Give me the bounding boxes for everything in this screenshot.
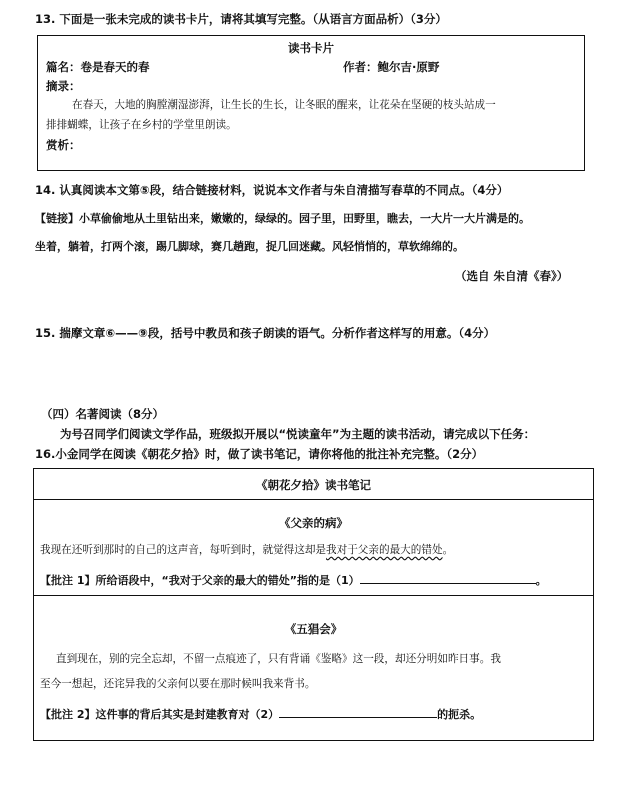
card-piece-label: 篇名：卷是春天的春 bbox=[46, 60, 150, 74]
q14-prompt: 14. 认真阅读本文第⑤段，结合链接材料，说说本文作者与朱自清描写春草的不同点。（4分） bbox=[35, 183, 509, 197]
card-excerpt-line2: 排排蝴蝶，让孩子在乡村的学堂里朗读。 bbox=[46, 119, 237, 131]
part1-note-suffix: 。 bbox=[535, 574, 547, 587]
reading-card-title: 读书卡片 bbox=[288, 41, 334, 55]
reading-notes-box bbox=[33, 468, 594, 741]
section4-intro: 为号召同学们阅读文学作品，班级拟开展以“悦读童年”为主题的读书活动，请完成以下任务： bbox=[60, 427, 536, 441]
part1-note bbox=[40, 572, 547, 588]
card-excerpt-line1: 在春天，大地的胸膛潮湿澎湃，让生长的生长，让冬眠的醒来，让花朵在坚硬的枝头站成一 bbox=[72, 99, 496, 111]
card-excerpt-label: 摘录： bbox=[46, 79, 81, 93]
notes-header: 《朝花夕拾》读书笔记 bbox=[256, 478, 371, 492]
part2-text-line1: 直到现在，别的完全忘却，不留一点痕迹了，只有背诵《鉴略》这一段，却还分明如昨日事。我 bbox=[56, 653, 501, 665]
q14-link-line2: 坐着，躺着，打两个滚，踢几脚球，赛几趟跑，捉几回迷藏。风轻悄悄的，草软绵绵的。 bbox=[35, 240, 464, 253]
part1-text-after: 。 bbox=[442, 544, 454, 556]
q13-prompt: 13. 下面是一张未完成的读书卡片，请将其填写完整。（从语言方面品析）（3分） bbox=[35, 12, 447, 26]
q16-prompt: 16.小金同学在阅读《朝花夕拾》时，做了读书笔记，请你将他的批注补充完整。（2分） bbox=[35, 447, 484, 461]
part2-note-suffix: 的扼杀。 bbox=[437, 708, 482, 721]
notes-header-divider bbox=[34, 499, 593, 500]
q14-link-line1: 【链接】小草偷偷地从土里钻出来，嫩嫩的，绿绿的。园子里，田野里，瞧去，一大片一大片满是的。 bbox=[35, 212, 530, 225]
part1-title: 《父亲的病》 bbox=[279, 516, 348, 530]
part1-text-before: 我现在还听到那时的自己的这声音，每听到时，就觉得这却是 bbox=[40, 544, 327, 556]
card-analysis-label: 赏析： bbox=[46, 138, 81, 152]
notes-middle-divider bbox=[34, 595, 593, 596]
part1-text bbox=[40, 542, 453, 557]
part1-text-underlined: 我对于父亲的最大的错处 bbox=[326, 544, 443, 556]
q15-prompt: 15. 揣摩文章⑥——⑨段，括号中教员和孩子朗读的语气。分析作者这样写的用意。（4分） bbox=[35, 326, 496, 340]
q14-source: （选自 朱自清《春》） bbox=[455, 269, 569, 283]
part2-note-prefix: 【批注 2】这件事的背后其实是封建教育对（2） bbox=[40, 708, 280, 721]
part1-answer-blank[interactable] bbox=[360, 572, 536, 584]
card-author-label: 作者：鲍尔吉·原野 bbox=[343, 60, 440, 74]
part2-answer-blank[interactable] bbox=[279, 706, 437, 718]
section4-title: （四）名著阅读（8分） bbox=[41, 407, 165, 421]
part1-note-prefix: 【批注 1】所给语段中，“我对于父亲的最大的错处”指的是（1） bbox=[40, 574, 360, 587]
reading-card bbox=[37, 35, 585, 171]
part2-text-line2: 至今一想起，还诧异我的父亲何以要在那时候叫我来背书。 bbox=[40, 678, 316, 690]
part2-title: 《五猖会》 bbox=[284, 622, 343, 636]
part2-note bbox=[40, 706, 481, 722]
